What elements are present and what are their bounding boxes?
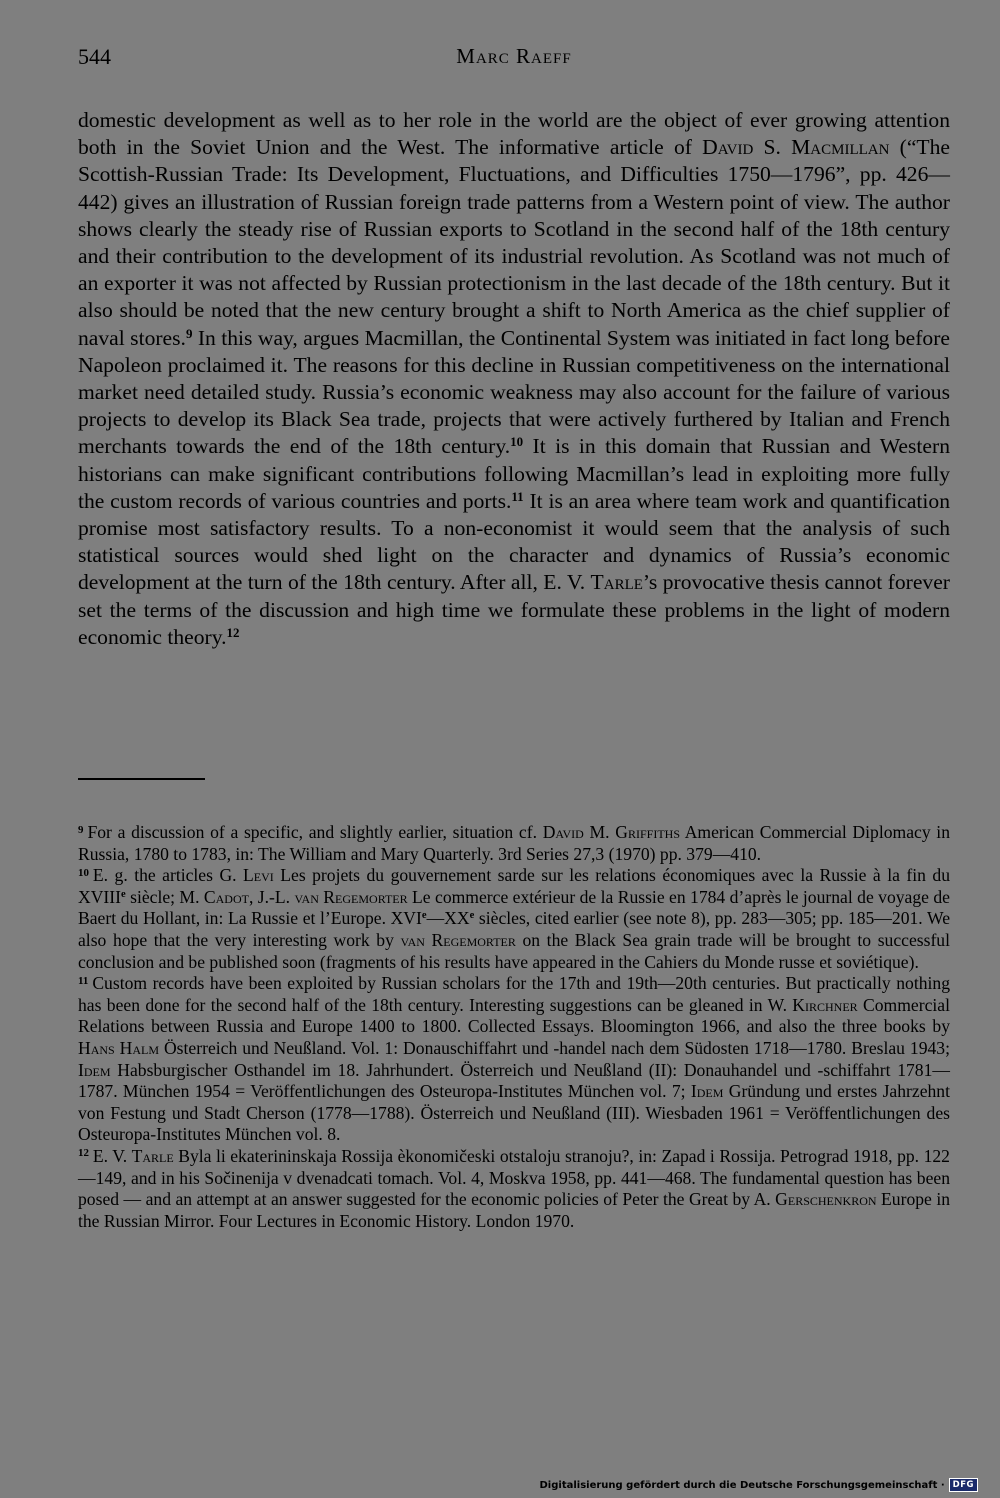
footnote-text: on the Black Sea grain trade will be brought to successful conclusion and be published soon (fragments of his results have appeared in the Cahiers du Monde russe et soviétique). (78, 929, 950, 972)
author-name: David M. Griffiths (542, 822, 680, 842)
footnote-text: Le commerce extérieur de la Russie en 1784 d’après le journal de voyage de Baert du Hollant, in: La Russie et l’Europe. XVI (78, 886, 950, 929)
footnotes (78, 822, 950, 1232)
footnote-number: 12 (78, 1147, 89, 1160)
page-header (78, 44, 950, 74)
footnote-ref[interactable]: 10 (510, 434, 524, 450)
author-name: Gerschenkron (775, 1189, 877, 1210)
footnote-text: Gründung und erstes Jahrzehnt von Festung und Stadt Cherson (1778—1788). Österreich und Neußland (III). Wiesbaden 1961 = Veröffentlichungen des Osteuropa-Institutes München vol. 8. (78, 1081, 950, 1145)
footnote-number: 11 (78, 974, 89, 987)
footnote-text: —XX (426, 908, 470, 929)
footnote-10 (78, 865, 950, 973)
footnote-ref[interactable]: 11 (511, 488, 524, 504)
footnote-text: Österreich und Neußland. Vol. 1: Donauschiffahrt und -handel nach dem Südosten 1718—1780. Breslau 1943; (159, 1037, 950, 1058)
body-text-segment: In this way, argues Macmillan, the Continental System was initiated in fact long before Napoleon proclaimed it. The reasons for this decline in Russian competitiveness on the international market need detailed study. Russia’s economic weakness may also account for the failure of various projects to develop its Black Sea trade, projects that were actively furthered by Italian and French merchants towards the end of the 18th century. (78, 325, 951, 459)
body-text-segment: (“The Scottish-Russian Trade: Its Development, Fluctuations, and Difficulties 1750—1796”, pp. 426—442) gives an illustration of Russian foreign trade patterns from a Western point of view. The author shows clearly the steady rise of Russian exports to Scotland in the second half of the 18th century and their contribution to the development of its industrial revolution. As Scotland was not much of an exporter it was not affected by Russian protectionism in the last decade of the 18th century. But it also should be noted that the new century brought a shift to North America as the chief supplier of naval stores. (78, 135, 950, 350)
digitization-credit (540, 1478, 979, 1492)
footnote-text: siècles, cited earlier (see note 8), pp. 283—305; pp. 185—201. We also hope that the very interesting work by (78, 908, 950, 950)
author-name: Idem (690, 1081, 724, 1102)
footnote-text: Commercial Relations between Russia and Europe 1400 to 1800. Collected Essays. Bloomington 1966, and also the three books by (78, 994, 950, 1037)
footnote-text: Habsburgischer Osthandel im 18. Jahrhundert. Österreich und Neußland (II): Donauhandel und -schiffahrt 1781—1787. München 1954 = Veröffentlichungen des Osteuropa-Institutes München vol. 7; (78, 1059, 950, 1102)
body-text-segment: ’s provocative thesis cannot forever set the terms of the discussion and high time we formulate these problems in the light of modern economic theory. (78, 570, 950, 649)
body-text-segment: domestic development as well as to her role in the world are the object of ever growing attention both in the Soviet Union and the West. The informative article of (78, 108, 950, 160)
body-paragraph (78, 107, 950, 651)
superscript: e (121, 888, 126, 900)
running-head: Marc Raeff (456, 44, 572, 68)
footnote-text: Custom records have been exploited by Russian scholars for the 17th and 19th—20th centuries. But practically nothing has been done for the second half of the 18th century. Interesting suggestions can be gleaned in W. (78, 973, 950, 1015)
footnote-9 (78, 822, 950, 865)
author-name: Kirchner (792, 994, 858, 1015)
footnote-text: siècle; M. (125, 886, 204, 907)
author-name: Tarle (590, 570, 643, 595)
footnote-number: 9 (78, 823, 84, 836)
dfg-logo[interactable]: DFG (949, 1478, 978, 1492)
author-name: van Regemorter (294, 886, 408, 907)
author-name: Idem (78, 1059, 111, 1080)
credit-text: Digitalisierung gefördert durch die Deutsche Forschungsgemeinschaft · (539, 1479, 945, 1491)
footnote-ref[interactable]: 12 (226, 624, 240, 640)
footnote-ref[interactable]: 9 (185, 325, 193, 341)
author-name: Cadot (203, 886, 249, 907)
footnote-12 (78, 1146, 950, 1232)
body-text-segment: It is an area where team work and quantification promise most satisfactory results. To a non-economist it would seem that the analysis of such statistical sources would shed light on the character and dynamics of Russia’s economic development at the turn of the 18th century. After all, E. V. (78, 488, 950, 595)
footnote-text: E. V. (92, 1145, 132, 1166)
body-text-segment: It is in this domain that Russian and Western historians can make significant contributions following Macmillan’s lead in exploiting more fully the custom records of various countries and ports. (78, 434, 950, 513)
author-name: van Regemorter (400, 929, 516, 950)
footnote-text: Les projets du gouvernement sarde sur les relations économiques avec la Russie à la fin du XVIII (78, 865, 950, 907)
superscript: e (421, 910, 427, 922)
author-name: Tarle (131, 1145, 174, 1166)
page-number: 544 (78, 44, 111, 69)
footnote-separator (78, 778, 205, 780)
author-name: Hans Halm (78, 1037, 160, 1058)
footnote-text: Byla li ekaterininskaja Rossija èkonomičeski otstaloju stranoju?, in: Zapad i Rossija. Petrograd 1918, pp. 122—149, and in his Sočinenija v dvenadcati tomach. Vol. 4, Moskva 1958, pp. 441—468. The fundamental question has been posed — and an attempt at an answer suggested for the economic policies of Peter the Great by A. (78, 1145, 950, 1210)
footnote-text: American Commercial Diplomacy in Russia, 1780 to 1783, in: The William and Mary Quarterly. 3rd Series 27,3 (1970) pp. 379—410. (78, 822, 950, 864)
author-name: David S. Macmillan (702, 135, 890, 160)
footnote-text: E. g. the articles G. (92, 865, 244, 886)
footnote-number: 10 (78, 866, 89, 879)
superscript: e (469, 910, 475, 922)
footnote-text: , J.-L. (248, 886, 295, 907)
footnote-text: For a discussion of a specific, and slightly earlier, situation cf. (87, 822, 543, 842)
footnote-text: Europe in the Russian Mirror. Four Lectures in Economic History. London 1970. (78, 1189, 951, 1231)
footnote-11 (78, 973, 950, 1146)
author-name: Levi (243, 865, 274, 886)
